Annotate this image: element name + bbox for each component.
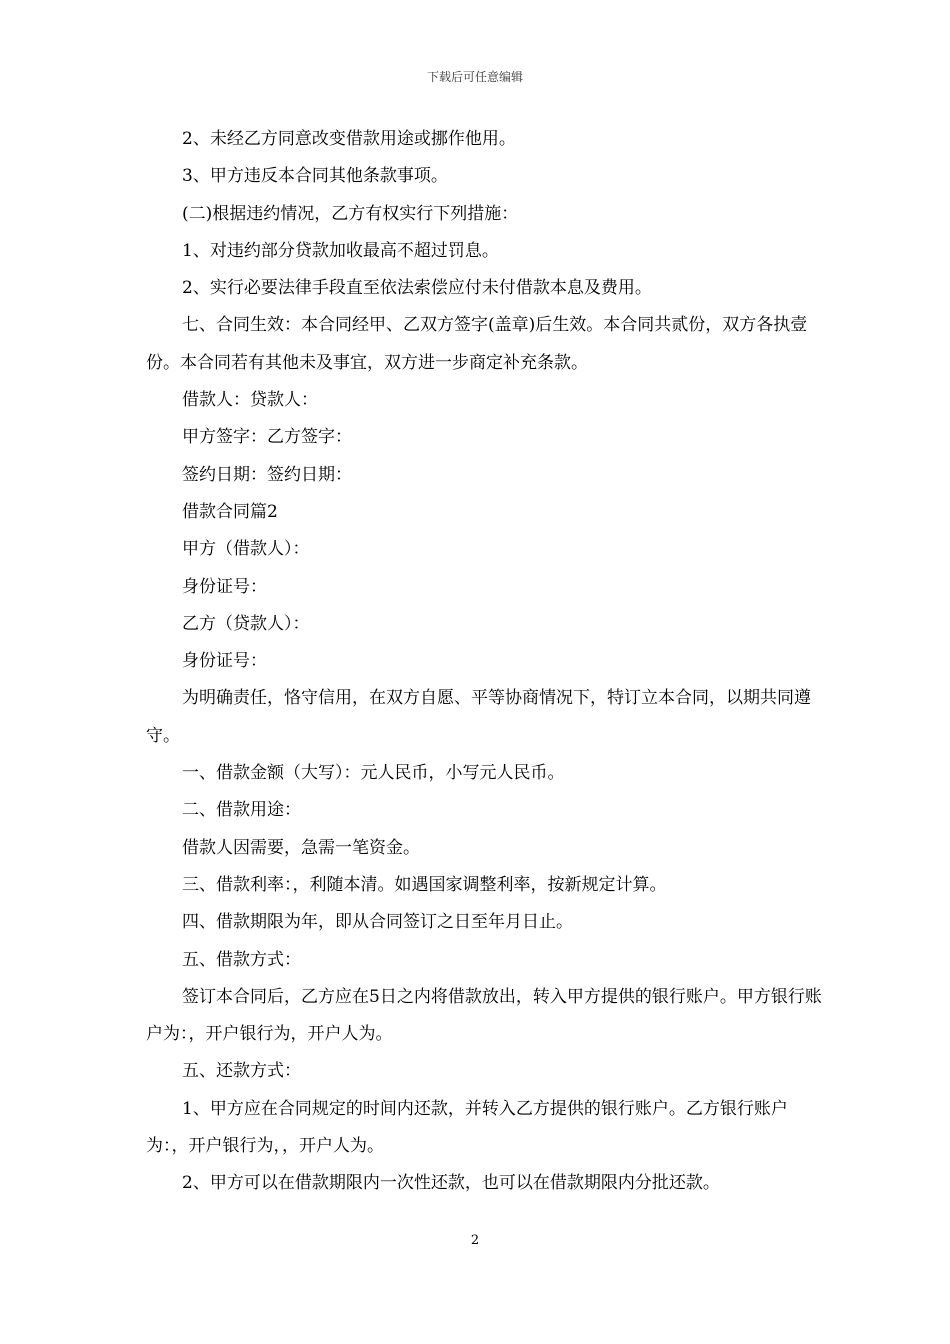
header-note: 下载后可任意编辑 <box>426 70 523 84</box>
paragraph: 1、对违约部分贷款加收最高不超过罚息。 <box>182 240 499 261</box>
paragraph: 三、借款利率：，利随本清。如遇国家调整利率，按新规定计算。 <box>182 874 667 895</box>
paragraph: 1、甲方应在合同规定的时间内还款，并转入乙方提供的银行账户。乙方银行账户为：，开户银行为，，开户人为。 <box>146 1098 788 1157</box>
paragraph: 一、借款金额（大写）：元人民币，小写元人民币。 <box>182 763 565 784</box>
paragraph: 五、还款方式： <box>182 1061 301 1082</box>
paragraph: 签订本合同后，乙方应在5日之内将借款放出，转入甲方提供的银行账户。甲方银行账户为：，开户银行为，开户人为。 <box>146 986 822 1045</box>
paragraph: 二、借款用途： <box>182 800 301 821</box>
paragraph: 为明确责任，恪守信用，在双方自愿、平等协商情况下，特订立本合同，以期共同遵守。 <box>146 688 811 746</box>
paragraph: 身份证号： <box>182 651 267 672</box>
paragraph: 乙方（贷款人）： <box>182 613 310 634</box>
paragraph: 2、未经乙方同意改变借款用途或挪作他用。 <box>182 129 516 149</box>
paragraph: 五、借款方式： <box>182 949 301 970</box>
paragraph: 2、甲方可以在借款期限内一次性还款，也可以在借款期限内分批还款。 <box>182 1173 720 1194</box>
paragraph: 四、借款期限为年，即从合同签订之日至年月日止。 <box>182 912 573 933</box>
paragraph: 甲方签字：乙方签字： <box>182 427 352 448</box>
document-body <box>146 121 826 1203</box>
paragraph: 甲方（借款人）： <box>182 539 310 560</box>
page-number: 2 <box>470 1233 480 1248</box>
section-title: 借款合同篇2 <box>182 501 278 522</box>
paragraph: 借款人因需要，急需一笔资金。 <box>182 837 420 858</box>
paragraph: 身份证号： <box>182 576 267 597</box>
paragraph: 3、甲方违反本合同其他条款事项。 <box>182 166 448 187</box>
paragraph: 七、合同生效：本合同经甲、乙双方签字(盖章)后生效。本合同共贰份，双方各执壹份。本合同若有其他未及事宜，双方进一步商定补充条款。 <box>146 315 808 373</box>
paragraph: 2、实行必要法律手段直至依法索偿应付未付借款本息及费用。 <box>182 278 652 299</box>
paragraph: 签约日期：签约日期： <box>182 464 352 485</box>
paragraph: 借款人：贷款人： <box>182 390 318 411</box>
paragraph: (二)根据违约情况，乙方有权实行下列措施： <box>182 203 519 224</box>
